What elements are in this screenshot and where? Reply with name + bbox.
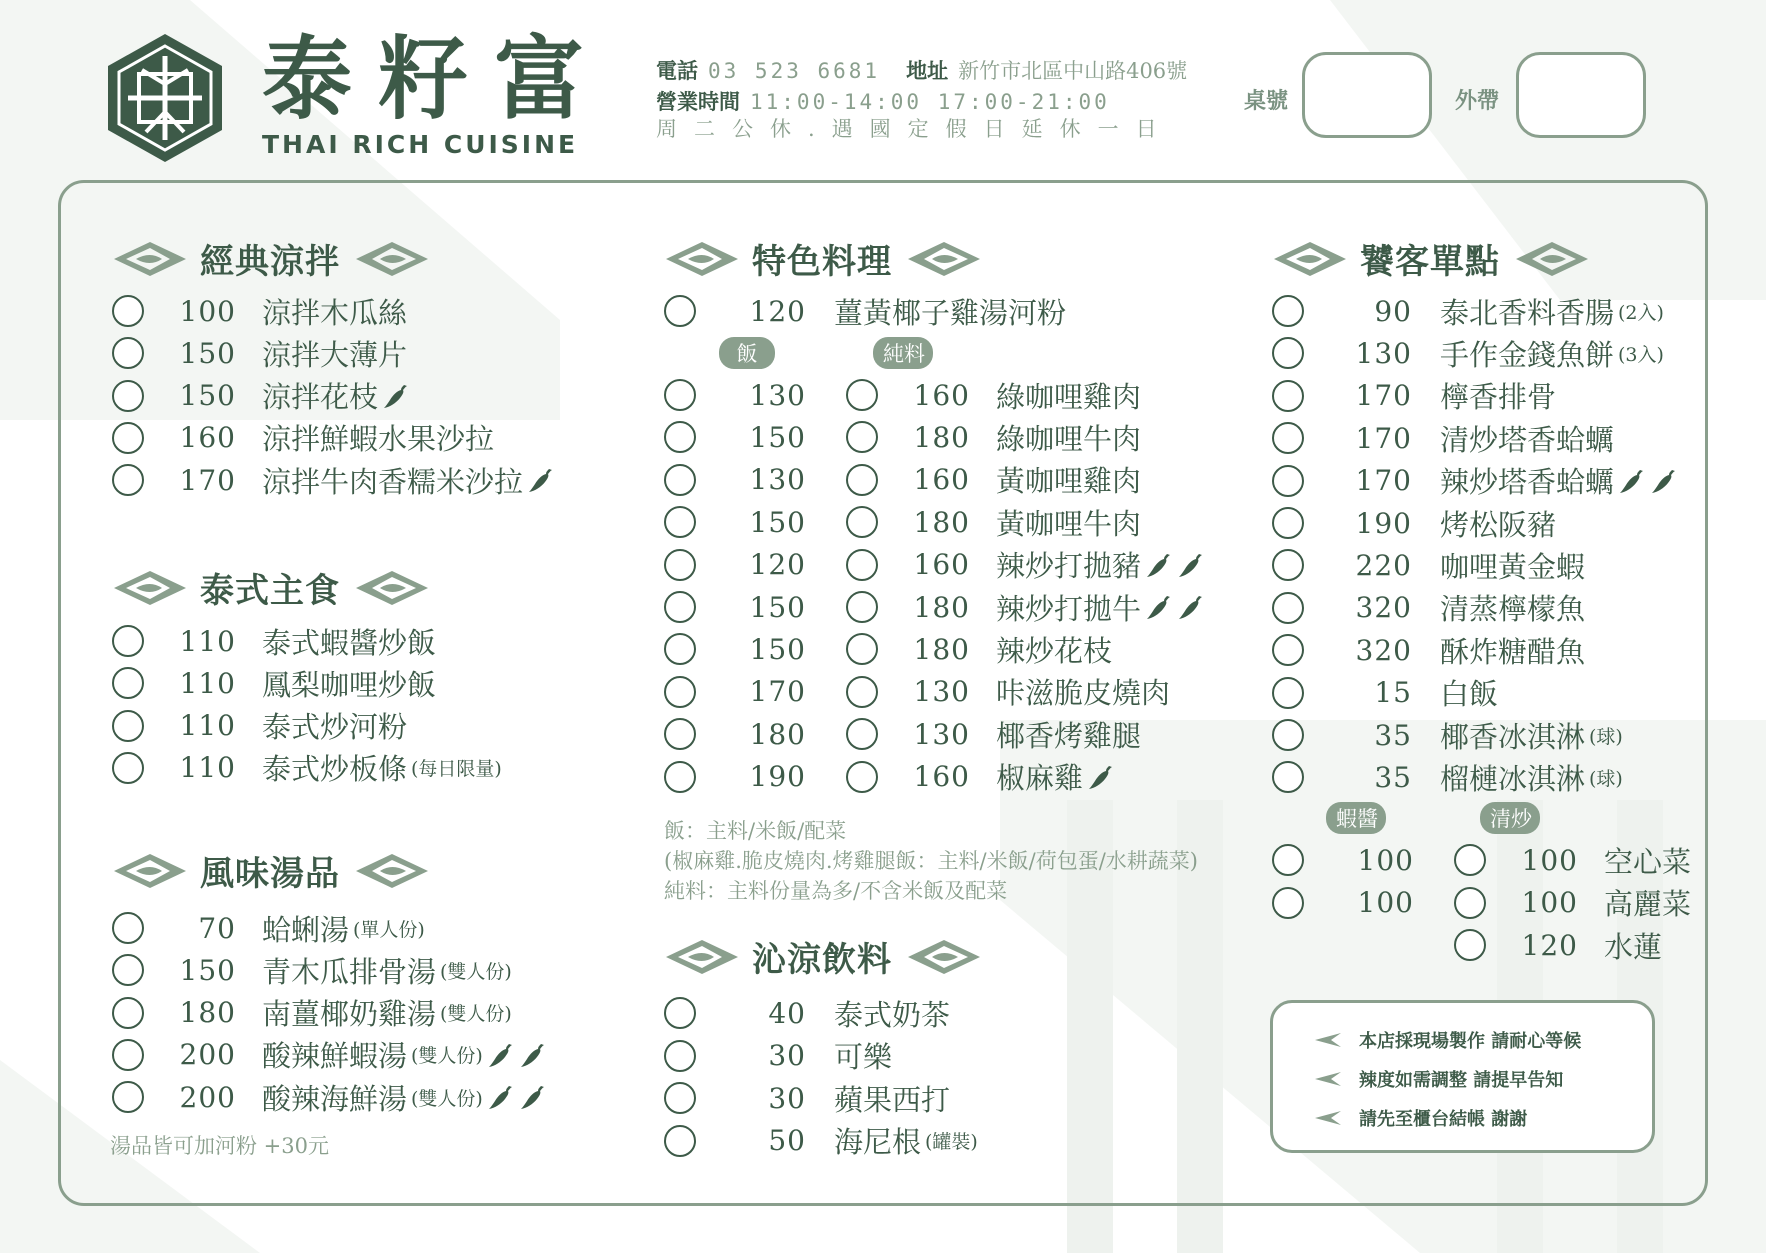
plain-order-checkbox[interactable] bbox=[846, 379, 878, 411]
stir-fry-order-checkbox[interactable] bbox=[1454, 887, 1486, 919]
menu-item-turmeric-noodle[interactable] bbox=[664, 290, 1066, 332]
item-price: 30 bbox=[768, 1039, 806, 1073]
hexagon-logo-icon bbox=[106, 32, 224, 164]
table-number-label: 桌號 bbox=[1244, 88, 1289, 114]
menu-item[interactable] bbox=[112, 992, 512, 1034]
rice-order-checkbox[interactable] bbox=[664, 506, 696, 538]
rice-price: 150 bbox=[749, 420, 806, 454]
plain-price: 160 bbox=[913, 760, 970, 794]
menu-item[interactable] bbox=[112, 332, 407, 374]
section-title-text: 泰式主食 bbox=[200, 571, 340, 611]
order-checkbox[interactable] bbox=[112, 337, 144, 369]
plain-price: 130 bbox=[913, 717, 970, 751]
chili-pepper-icon bbox=[382, 382, 410, 410]
item-note: (雙人份) bbox=[411, 1045, 483, 1068]
phone-label: 電話 bbox=[656, 58, 698, 83]
plain-price: 160 bbox=[913, 463, 970, 497]
chili-pepper-icon bbox=[1087, 763, 1115, 791]
address-text: 新竹市北區中山路406號 bbox=[958, 59, 1188, 83]
rice-price: 120 bbox=[749, 548, 806, 582]
menu-item[interactable] bbox=[112, 705, 407, 747]
menu-item[interactable] bbox=[112, 290, 407, 332]
leaf-ornament-icon bbox=[1514, 239, 1590, 279]
item-price: 200 bbox=[179, 1038, 236, 1072]
chili-pepper-icon bbox=[527, 466, 555, 494]
leaf-ornament-icon bbox=[112, 851, 188, 891]
menu-item[interactable] bbox=[1272, 460, 1678, 502]
item-price: 170 bbox=[1355, 421, 1412, 455]
rice-price: 130 bbox=[749, 378, 806, 412]
notice-text: 請先至櫃台結帳 謝謝 bbox=[1359, 1109, 1528, 1130]
stir-fry-price: 120 bbox=[1521, 928, 1578, 962]
menu-item[interactable] bbox=[1454, 924, 1662, 966]
hours-text: 11:00-14:00 17:00-21:00 bbox=[750, 90, 1110, 114]
chili-pepper-icon bbox=[519, 1041, 547, 1069]
brand-name-chinese: 泰籽富 bbox=[262, 26, 610, 132]
stir-fry-order-checkbox[interactable] bbox=[1454, 929, 1486, 961]
item-name: 椰香烤雞腿 bbox=[996, 718, 1142, 753]
item-name: 椒麻雞 bbox=[996, 761, 1084, 796]
order-checkbox[interactable] bbox=[112, 1081, 144, 1113]
order-checkbox[interactable] bbox=[1272, 337, 1304, 369]
order-checkbox[interactable] bbox=[112, 625, 144, 657]
item-price: 220 bbox=[1355, 548, 1412, 582]
section-title-specialties bbox=[664, 234, 982, 283]
item-price: 110 bbox=[179, 709, 236, 743]
item-name: 泰北香料香腸 bbox=[1440, 295, 1615, 330]
menu-item[interactable] bbox=[112, 949, 512, 991]
order-checkbox[interactable] bbox=[1272, 677, 1304, 709]
item-name: 辣炒花枝 bbox=[996, 633, 1113, 668]
stir-fry-option-label: 清炒 bbox=[1480, 802, 1540, 834]
menu-item[interactable] bbox=[112, 620, 436, 662]
chili-pepper-icon bbox=[1177, 551, 1205, 579]
plain-order-checkbox[interactable] bbox=[846, 633, 878, 665]
item-name: 榴槤冰淇淋 bbox=[1440, 761, 1586, 796]
menu-item[interactable] bbox=[112, 747, 502, 789]
plain-option-label: 純料 bbox=[873, 337, 933, 369]
item-name: 手作金錢魚餅 bbox=[1440, 337, 1615, 372]
phone-number: 03 523 6681 bbox=[708, 59, 881, 83]
plain-order-checkbox[interactable] bbox=[846, 591, 878, 623]
item-price: 170 bbox=[1355, 464, 1412, 498]
chili-pepper-icon bbox=[1618, 467, 1646, 495]
item-price: 180 bbox=[179, 996, 236, 1030]
address-label: 地址 bbox=[906, 58, 949, 83]
chili-pepper-icon bbox=[1145, 551, 1173, 579]
rice-price: 150 bbox=[749, 632, 806, 666]
item-price: 100 bbox=[179, 294, 236, 328]
order-checkbox[interactable] bbox=[1272, 719, 1304, 751]
item-note: (單人份) bbox=[353, 918, 425, 941]
item-name: 鳳梨咖哩炒飯 bbox=[262, 667, 437, 702]
item-price: 150 bbox=[179, 379, 236, 413]
item-note: (3入) bbox=[1618, 343, 1664, 366]
leaf-ornament-icon bbox=[906, 239, 982, 279]
menu-item[interactable] bbox=[664, 416, 1141, 458]
menu-item[interactable] bbox=[664, 374, 1141, 416]
item-price: 90 bbox=[1374, 294, 1412, 328]
item-name: 清蒸檸檬魚 bbox=[1440, 592, 1586, 627]
menu-item[interactable] bbox=[1272, 502, 1556, 544]
menu-item[interactable] bbox=[112, 375, 410, 417]
item-name: 咖哩黃金蝦 bbox=[1440, 549, 1586, 584]
leaf-ornament-icon bbox=[1272, 239, 1348, 279]
item-price: 15 bbox=[1374, 676, 1412, 710]
item-name: 黃咖哩雞肉 bbox=[996, 464, 1142, 499]
item-name: 可樂 bbox=[834, 1040, 893, 1075]
order-checkbox[interactable] bbox=[1272, 380, 1304, 412]
chili-pepper-icon bbox=[1650, 467, 1678, 495]
menu-item[interactable] bbox=[112, 907, 425, 949]
item-price: 170 bbox=[179, 463, 236, 497]
chili-pepper-icon bbox=[1145, 593, 1173, 621]
item-name: 咔滋脆皮燒肉 bbox=[996, 676, 1171, 711]
item-name: 椰香冰淇淋 bbox=[1440, 719, 1586, 754]
item-name: 清炒塔香蛤蠣 bbox=[1440, 422, 1615, 457]
item-note: (雙人份) bbox=[440, 960, 512, 983]
notice-line bbox=[1313, 1027, 1581, 1053]
section-title-text: 經典涼拌 bbox=[200, 242, 340, 282]
item-name: 泰式炒板條 bbox=[262, 752, 408, 787]
order-checkbox[interactable] bbox=[1272, 761, 1304, 793]
item-price: 200 bbox=[179, 1080, 236, 1114]
rice-order-checkbox[interactable] bbox=[664, 761, 696, 793]
order-checkbox[interactable] bbox=[664, 1040, 696, 1072]
order-checkbox[interactable] bbox=[664, 1082, 696, 1114]
item-note: (球) bbox=[1589, 767, 1623, 790]
menu-item[interactable] bbox=[664, 992, 950, 1034]
item-price: 30 bbox=[768, 1081, 806, 1115]
plain-price: 160 bbox=[913, 548, 970, 582]
chili-pepper-icon bbox=[519, 1083, 547, 1111]
item-name: 泰式奶茶 bbox=[834, 997, 951, 1032]
menu-item[interactable] bbox=[664, 1120, 978, 1162]
item-name: 烤松阪豬 bbox=[1440, 507, 1557, 542]
section-title-a-la-carte bbox=[1272, 234, 1590, 283]
table-number-field[interactable] bbox=[1302, 52, 1432, 138]
menu-item[interactable] bbox=[664, 713, 1141, 755]
section-title-text: 饕客單點 bbox=[1360, 242, 1500, 282]
rice-order-checkbox[interactable] bbox=[664, 549, 696, 581]
shrimp-paste-order-checkbox[interactable] bbox=[1272, 844, 1304, 876]
item-price: 35 bbox=[1374, 760, 1412, 794]
section-title-classic-salads bbox=[112, 234, 430, 283]
item-name: 青木瓜排骨湯 bbox=[262, 954, 437, 989]
item-name: 高麗菜 bbox=[1604, 887, 1692, 922]
order-checkbox[interactable] bbox=[112, 295, 144, 327]
menu-item[interactable] bbox=[1272, 375, 1556, 417]
item-name: 南薑椰奶雞湯 bbox=[262, 997, 437, 1032]
item-name: 蘋果西打 bbox=[834, 1082, 951, 1117]
hours-line bbox=[656, 86, 1110, 116]
specialties-note-1: 飯：主料/米飯/配菜 bbox=[664, 819, 847, 843]
order-checkbox[interactable] bbox=[112, 422, 144, 454]
plain-order-checkbox[interactable] bbox=[846, 464, 878, 496]
menu-item[interactable] bbox=[112, 1076, 547, 1118]
order-checkbox[interactable] bbox=[1272, 549, 1304, 581]
item-price: 170 bbox=[1355, 379, 1412, 413]
order-checkbox[interactable] bbox=[664, 295, 696, 327]
notice-line bbox=[1313, 1105, 1527, 1131]
menu-item[interactable] bbox=[664, 671, 1170, 713]
item-name: 蛤蜊湯 bbox=[262, 912, 350, 947]
item-name: 涼拌大薄片 bbox=[262, 337, 408, 372]
item-note: (球) bbox=[1589, 725, 1623, 748]
menu-item[interactable] bbox=[664, 756, 1115, 798]
rice-price: 190 bbox=[749, 760, 806, 794]
shrimp-paste-price: 100 bbox=[1357, 886, 1414, 920]
rice-order-checkbox[interactable] bbox=[664, 718, 696, 750]
soups-footnote: 湯品皆可加河粉 +30元 bbox=[110, 1134, 329, 1158]
menu-item[interactable] bbox=[1272, 544, 1585, 586]
rice-order-checkbox[interactable] bbox=[664, 464, 696, 496]
item-price: 320 bbox=[1355, 633, 1412, 667]
menu-item[interactable] bbox=[664, 1077, 950, 1119]
item-note: (每日限量) bbox=[411, 758, 502, 781]
item-price: 50 bbox=[768, 1124, 806, 1158]
item-price: 160 bbox=[179, 421, 236, 455]
leaf-ornament-icon bbox=[906, 937, 982, 977]
menu-item[interactable] bbox=[664, 459, 1141, 501]
takeout-label: 外帶 bbox=[1455, 88, 1500, 114]
specialties-note-2: (椒麻雞.脆皮燒肉.烤雞腿飯：主料/米飯/荷包蛋/水耕蔬菜) bbox=[664, 849, 1198, 873]
item-name: 白飯 bbox=[1440, 677, 1499, 712]
order-checkbox[interactable] bbox=[1272, 422, 1304, 454]
plain-order-checkbox[interactable] bbox=[846, 421, 878, 453]
brand-name-english: THAI RICH CUISINE bbox=[262, 130, 579, 159]
menu-item[interactable] bbox=[664, 586, 1205, 628]
item-note: (雙人份) bbox=[440, 1003, 512, 1026]
plain-price: 180 bbox=[913, 632, 970, 666]
menu-item[interactable] bbox=[1272, 332, 1664, 374]
rice-price: 180 bbox=[749, 717, 806, 751]
plain-order-checkbox[interactable] bbox=[846, 549, 878, 581]
notice-text: 辣度如需調整 請提早告知 bbox=[1359, 1070, 1564, 1091]
leaf-ornament-icon bbox=[354, 568, 430, 608]
menu-item[interactable] bbox=[1272, 882, 1691, 924]
order-checkbox[interactable] bbox=[1272, 507, 1304, 539]
order-checkbox[interactable] bbox=[112, 710, 144, 742]
plain-order-checkbox[interactable] bbox=[846, 718, 878, 750]
leaf-bullet-icon bbox=[1313, 1031, 1343, 1049]
item-price: 120 bbox=[749, 294, 806, 328]
order-checkbox[interactable] bbox=[664, 1125, 696, 1157]
menu-item[interactable] bbox=[112, 417, 494, 459]
plain-price: 180 bbox=[913, 590, 970, 624]
item-name: 海尼根 bbox=[834, 1125, 922, 1160]
section-title-text: 風味湯品 bbox=[200, 854, 340, 894]
menu-item[interactable] bbox=[1272, 756, 1623, 798]
menu-item[interactable] bbox=[1272, 672, 1498, 714]
rice-price: 130 bbox=[749, 463, 806, 497]
order-checkbox[interactable] bbox=[112, 997, 144, 1029]
plain-order-checkbox[interactable] bbox=[846, 506, 878, 538]
menu-item[interactable] bbox=[664, 1035, 892, 1077]
item-price: 40 bbox=[768, 996, 806, 1030]
section-title-text: 沁涼飲料 bbox=[752, 940, 892, 980]
leaf-ornament-icon bbox=[112, 239, 188, 279]
item-name: 泰式蝦醬炒飯 bbox=[262, 625, 437, 660]
order-checkbox[interactable] bbox=[112, 1039, 144, 1071]
menu-item[interactable] bbox=[1272, 417, 1614, 459]
item-name: 辣炒打拋牛 bbox=[996, 591, 1142, 626]
order-checkbox[interactable] bbox=[112, 954, 144, 986]
item-name: 涼拌木瓜絲 bbox=[262, 295, 408, 330]
section-title-drinks bbox=[664, 932, 982, 981]
item-name: 檸香排骨 bbox=[1440, 380, 1557, 415]
shrimp-paste-order-checkbox[interactable] bbox=[1272, 887, 1304, 919]
stir-fry-price: 100 bbox=[1521, 843, 1578, 877]
order-checkbox[interactable] bbox=[112, 752, 144, 784]
item-price: 35 bbox=[1374, 718, 1412, 752]
menu-item[interactable] bbox=[112, 662, 436, 704]
item-name: 辣炒打拋豬 bbox=[996, 549, 1142, 584]
notice-text: 本店採現場製作 請耐心等候 bbox=[1359, 1031, 1582, 1052]
leaf-bullet-icon bbox=[1313, 1109, 1343, 1127]
item-price: 320 bbox=[1355, 591, 1412, 625]
leaf-ornament-icon bbox=[112, 568, 188, 608]
menu-item[interactable] bbox=[1272, 587, 1585, 629]
rice-order-checkbox[interactable] bbox=[664, 421, 696, 453]
leaf-ornament-icon bbox=[354, 239, 430, 279]
order-checkbox[interactable] bbox=[112, 912, 144, 944]
leaf-ornament-icon bbox=[664, 937, 740, 977]
order-checkbox[interactable] bbox=[112, 380, 144, 412]
menu-item[interactable] bbox=[112, 1034, 547, 1076]
chili-pepper-icon bbox=[487, 1083, 515, 1111]
item-name: 綠咖哩牛肉 bbox=[996, 421, 1142, 456]
rice-price: 150 bbox=[749, 590, 806, 624]
section-title-soups bbox=[112, 846, 430, 895]
chili-pepper-icon bbox=[487, 1041, 515, 1069]
rice-order-checkbox[interactable] bbox=[664, 379, 696, 411]
item-name: 涼拌花枝 bbox=[262, 380, 379, 415]
item-price: 110 bbox=[179, 751, 236, 785]
item-name: 水蓮 bbox=[1604, 929, 1663, 964]
item-price: 190 bbox=[1355, 506, 1412, 540]
item-name: 綠咖哩雞肉 bbox=[996, 379, 1142, 414]
item-price: 110 bbox=[179, 666, 236, 700]
order-checkbox[interactable] bbox=[1272, 592, 1304, 624]
closed-notice: 周二公休.遇國定假日延休一日 bbox=[656, 117, 1174, 141]
order-checkbox[interactable] bbox=[112, 667, 144, 699]
hours-label: 營業時間 bbox=[656, 89, 740, 114]
menu-item[interactable] bbox=[1272, 290, 1664, 332]
plain-price: 180 bbox=[913, 505, 970, 539]
item-note: (2入) bbox=[1618, 301, 1664, 324]
rice-order-checkbox[interactable] bbox=[664, 633, 696, 665]
plain-price: 160 bbox=[913, 378, 970, 412]
item-name: 空心菜 bbox=[1604, 844, 1692, 879]
rice-price: 150 bbox=[749, 505, 806, 539]
item-note: (罐裝) bbox=[925, 1131, 978, 1154]
menu-item[interactable] bbox=[664, 628, 1112, 670]
item-price: 150 bbox=[179, 336, 236, 370]
item-name: 辣炒塔香蛤蠣 bbox=[1440, 465, 1615, 500]
item-name: 涼拌鮮蝦水果沙拉 bbox=[262, 422, 495, 457]
item-price: 70 bbox=[198, 911, 236, 945]
item-name: 酸辣鮮蝦湯 bbox=[262, 1039, 408, 1074]
rice-option-label: 飯 bbox=[719, 337, 775, 369]
item-name: 薑黃椰子雞湯河粉 bbox=[834, 295, 1067, 330]
leaf-bullet-icon bbox=[1313, 1070, 1343, 1088]
menu-item[interactable] bbox=[664, 501, 1141, 543]
shrimp-paste-price: 100 bbox=[1357, 843, 1414, 877]
takeout-field[interactable] bbox=[1516, 52, 1646, 138]
plain-price: 180 bbox=[913, 420, 970, 454]
specialties-note-3: 純料：主料份量為多/不含米飯及配菜 bbox=[664, 879, 1008, 903]
item-name: 泰式炒河粉 bbox=[262, 710, 408, 745]
contact-line bbox=[656, 55, 1187, 85]
order-checkbox[interactable] bbox=[112, 464, 144, 496]
rice-price: 170 bbox=[749, 675, 806, 709]
stir-fry-order-checkbox[interactable] bbox=[1454, 844, 1486, 876]
section-title-text: 特色料理 bbox=[752, 242, 892, 282]
item-price: 130 bbox=[1355, 336, 1412, 370]
menu-item[interactable] bbox=[1272, 629, 1585, 671]
plain-order-checkbox[interactable] bbox=[846, 761, 878, 793]
order-checkbox[interactable] bbox=[1272, 465, 1304, 497]
leaf-ornament-icon bbox=[664, 239, 740, 279]
item-price: 150 bbox=[179, 953, 236, 987]
menu-item[interactable] bbox=[1272, 714, 1623, 756]
chili-pepper-icon bbox=[1177, 593, 1205, 621]
plain-price: 130 bbox=[913, 675, 970, 709]
item-name: 涼拌牛肉香糯米沙拉 bbox=[262, 464, 524, 499]
item-name: 酥炸糖醋魚 bbox=[1440, 634, 1586, 669]
shrimp-paste-option-label: 蝦醬 bbox=[1326, 802, 1386, 834]
rice-order-checkbox[interactable] bbox=[664, 591, 696, 623]
menu-item[interactable] bbox=[1272, 839, 1691, 881]
menu-item[interactable] bbox=[112, 459, 555, 501]
order-checkbox[interactable] bbox=[664, 997, 696, 1029]
notice-box bbox=[1270, 1000, 1655, 1153]
rice-order-checkbox[interactable] bbox=[664, 676, 696, 708]
item-name: 黃咖哩牛肉 bbox=[996, 506, 1142, 541]
menu-item[interactable] bbox=[664, 544, 1205, 586]
item-name: 酸辣海鮮湯 bbox=[262, 1081, 408, 1116]
order-checkbox[interactable] bbox=[1272, 295, 1304, 327]
plain-order-checkbox[interactable] bbox=[846, 676, 878, 708]
leaf-ornament-icon bbox=[354, 851, 430, 891]
item-price: 110 bbox=[179, 624, 236, 658]
order-checkbox[interactable] bbox=[1272, 634, 1304, 666]
notice-line bbox=[1313, 1066, 1563, 1092]
section-title-thai-staples bbox=[112, 563, 430, 612]
stir-fry-price: 100 bbox=[1521, 886, 1578, 920]
item-note: (雙人份) bbox=[411, 1087, 483, 1110]
